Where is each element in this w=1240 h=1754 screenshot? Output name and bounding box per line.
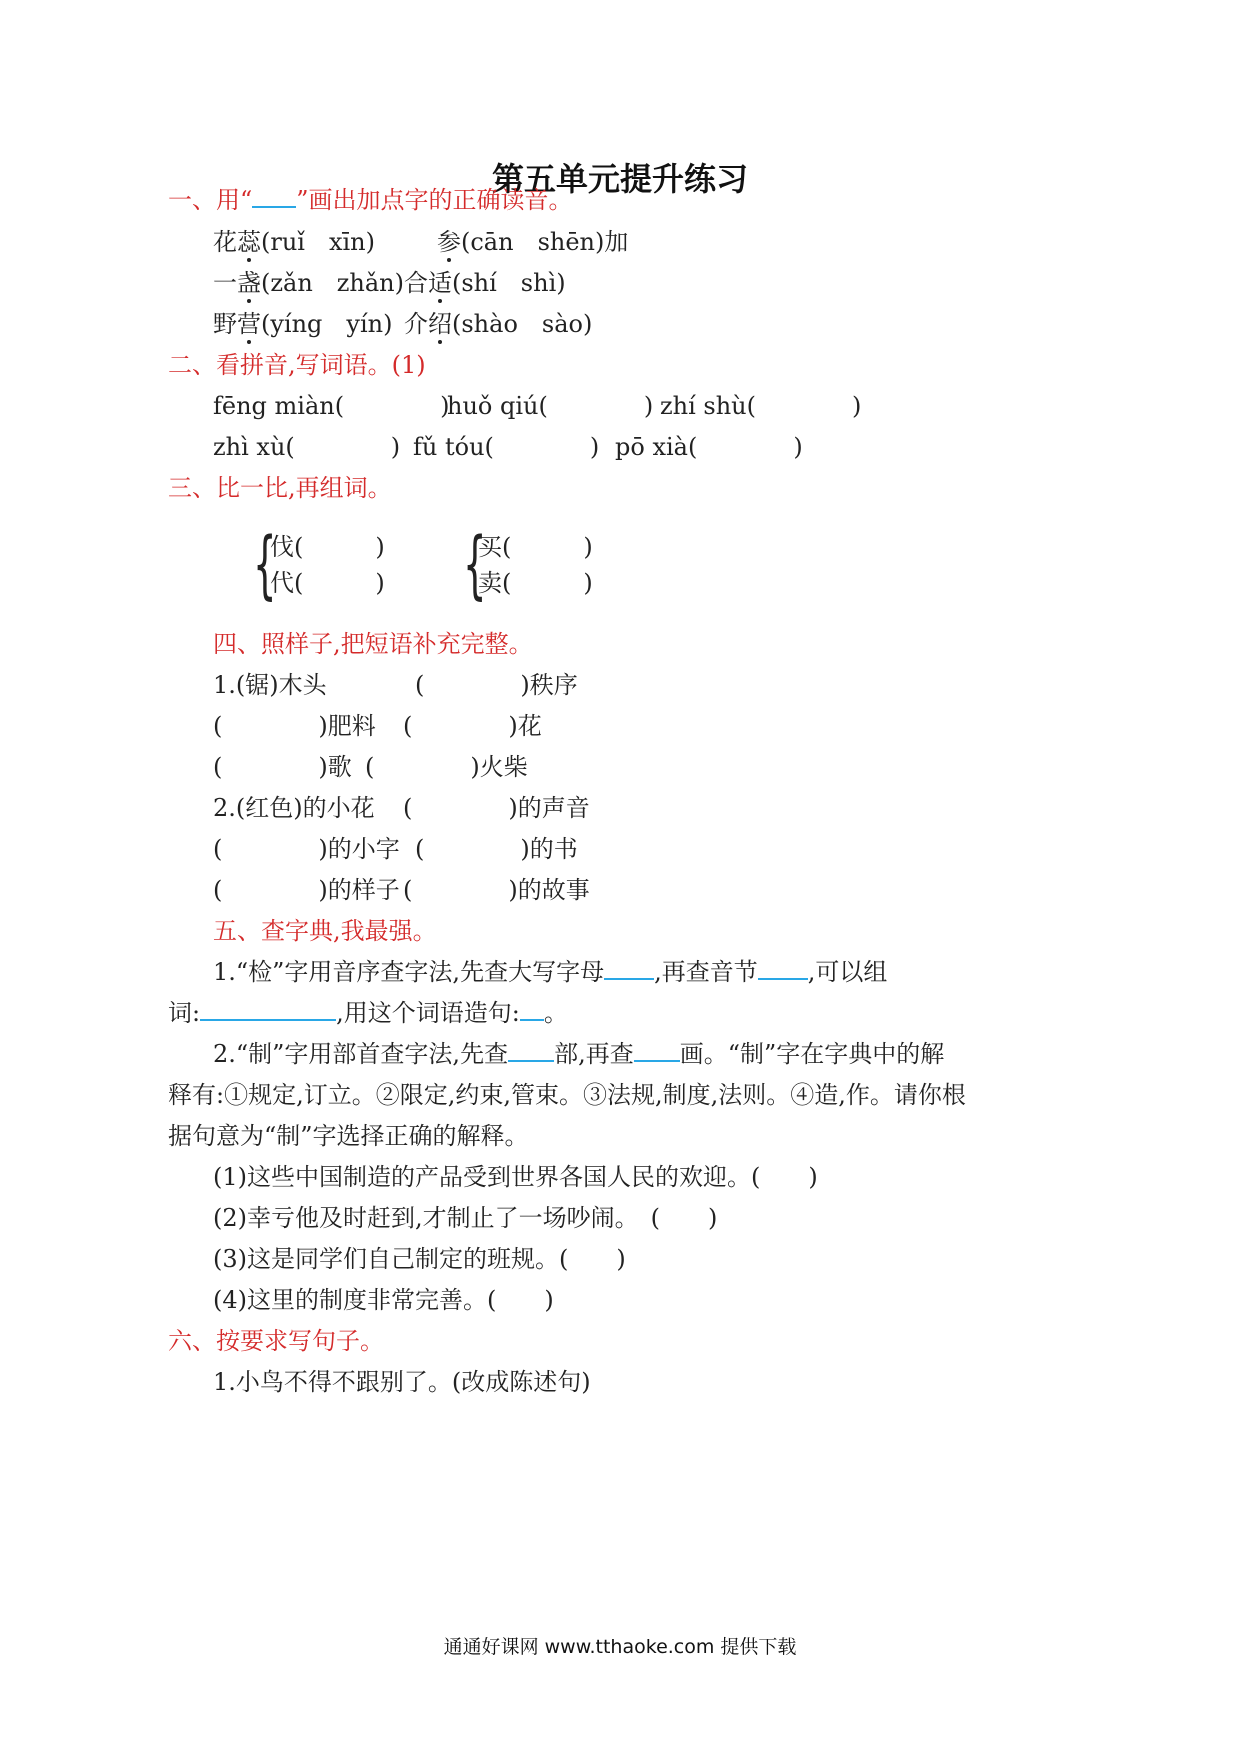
phrase-item: 1.(锯)木头 <box>213 671 327 699</box>
dictionary-question-2: 2.“制”字用部首查字法,先查 部,再查 画。“制”字在字典中的解 <box>213 1040 945 1068</box>
s1-item-3b: 介绍(shào sào) <box>404 310 593 338</box>
answer-blank[interactable] <box>520 997 544 1021</box>
dictionary-question-1: 1.“检”字用音序查字法,先查大写字母 ,再查音节 ,可以组 <box>213 958 888 986</box>
underline-sample <box>252 184 296 208</box>
section-4-heading: 四、照样子,把短语补充完整。 <box>213 630 533 658</box>
phrase-item: ( )的小字 <box>213 835 400 863</box>
sentence-question: 1.小鸟不得不跟别了。(改成陈述句) <box>213 1368 591 1396</box>
dictionary-question-2-cont: 据句意为“制”字选择正确的解释。 <box>168 1122 529 1150</box>
section-3-heading: 三、比一比,再组词。 <box>168 474 392 502</box>
dictionary-question-2-cont: 释有:①规定,订立。②限定,约束,管束。③法规,制度,法则。④造,作。请你根 <box>168 1081 966 1109</box>
phrase-item: ( )的故事 <box>403 876 590 904</box>
s1-item-1a: 花蕊(ruǐ xīn) <box>213 228 375 256</box>
answer-blank[interactable] <box>758 956 808 980</box>
section-6-heading: 六、按要求写句子。 <box>168 1327 384 1355</box>
answer-blank[interactable] <box>508 1038 554 1062</box>
pinyin-item: fēng miàn( ) <box>213 392 450 420</box>
s1-item-2a: 一盏(zǎn zhǎn) <box>213 269 405 297</box>
s1-item-1b: 参(cān shēn)加 <box>437 228 629 256</box>
dictionary-question-1-cont: 词: ,用这个词语造句: 。 <box>168 999 568 1027</box>
phrase-item: ( )的样子 <box>213 876 400 904</box>
phrase-item: ( )的书 <box>415 835 578 863</box>
compare-word: 伐( ) <box>270 533 385 561</box>
pinyin-item: pō xià( ) <box>615 433 803 461</box>
brace-icon: { <box>253 522 277 608</box>
pinyin-item: zhì xù( ) <box>213 433 401 461</box>
compare-word: 卖( ) <box>478 569 593 597</box>
s1-item-3a: 野营(yíng yín) <box>213 310 393 338</box>
phrase-item: ( )的声音 <box>403 794 590 822</box>
compare-word: 买( ) <box>478 533 593 561</box>
meaning-question: (1)这些中国制造的产品受到世界各国人民的欢迎。( ) <box>213 1163 818 1191</box>
phrase-item: ( )歌 <box>213 753 352 781</box>
phrase-item: 2.(红色)的小花 <box>213 794 375 822</box>
meaning-question: (4)这里的制度非常完善。( ) <box>213 1286 554 1314</box>
phrase-item: ( )火柴 <box>365 753 528 781</box>
section-5-heading: 五、查字典,我最强。 <box>213 917 437 945</box>
phrase-item: ( )肥料 <box>213 712 376 740</box>
answer-blank[interactable] <box>200 997 336 1021</box>
section-1-heading: 一、用“ ”画出加点字的正确读音。 <box>168 186 573 214</box>
meaning-question: (2)幸亏他及时赶到,才制止了一场吵闹。 ( ) <box>213 1204 718 1232</box>
brace-icon: { <box>463 522 487 608</box>
page-title: 第五单元提升练习 <box>491 160 748 198</box>
pinyin-item: zhí shù( ) <box>660 392 862 420</box>
meaning-question: (3)这是同学们自己制定的班规。( ) <box>213 1245 626 1273</box>
footer-credit: 通通好课网 www.tthaoke.com 提供下载 <box>443 1636 797 1658</box>
answer-blank[interactable] <box>604 956 654 980</box>
phrase-item: ( )秩序 <box>415 671 578 699</box>
phrase-item: ( )花 <box>403 712 542 740</box>
section-2-heading: 二、看拼音,写词语。(1) <box>168 351 426 379</box>
compare-word: 代( ) <box>270 569 385 597</box>
s1-item-2b: 合适(shí shì) <box>404 269 566 297</box>
answer-blank[interactable] <box>634 1038 680 1062</box>
pinyin-item: fǔ tóu( ) <box>413 433 600 461</box>
pinyin-item: huǒ qiú( ) <box>447 392 654 420</box>
